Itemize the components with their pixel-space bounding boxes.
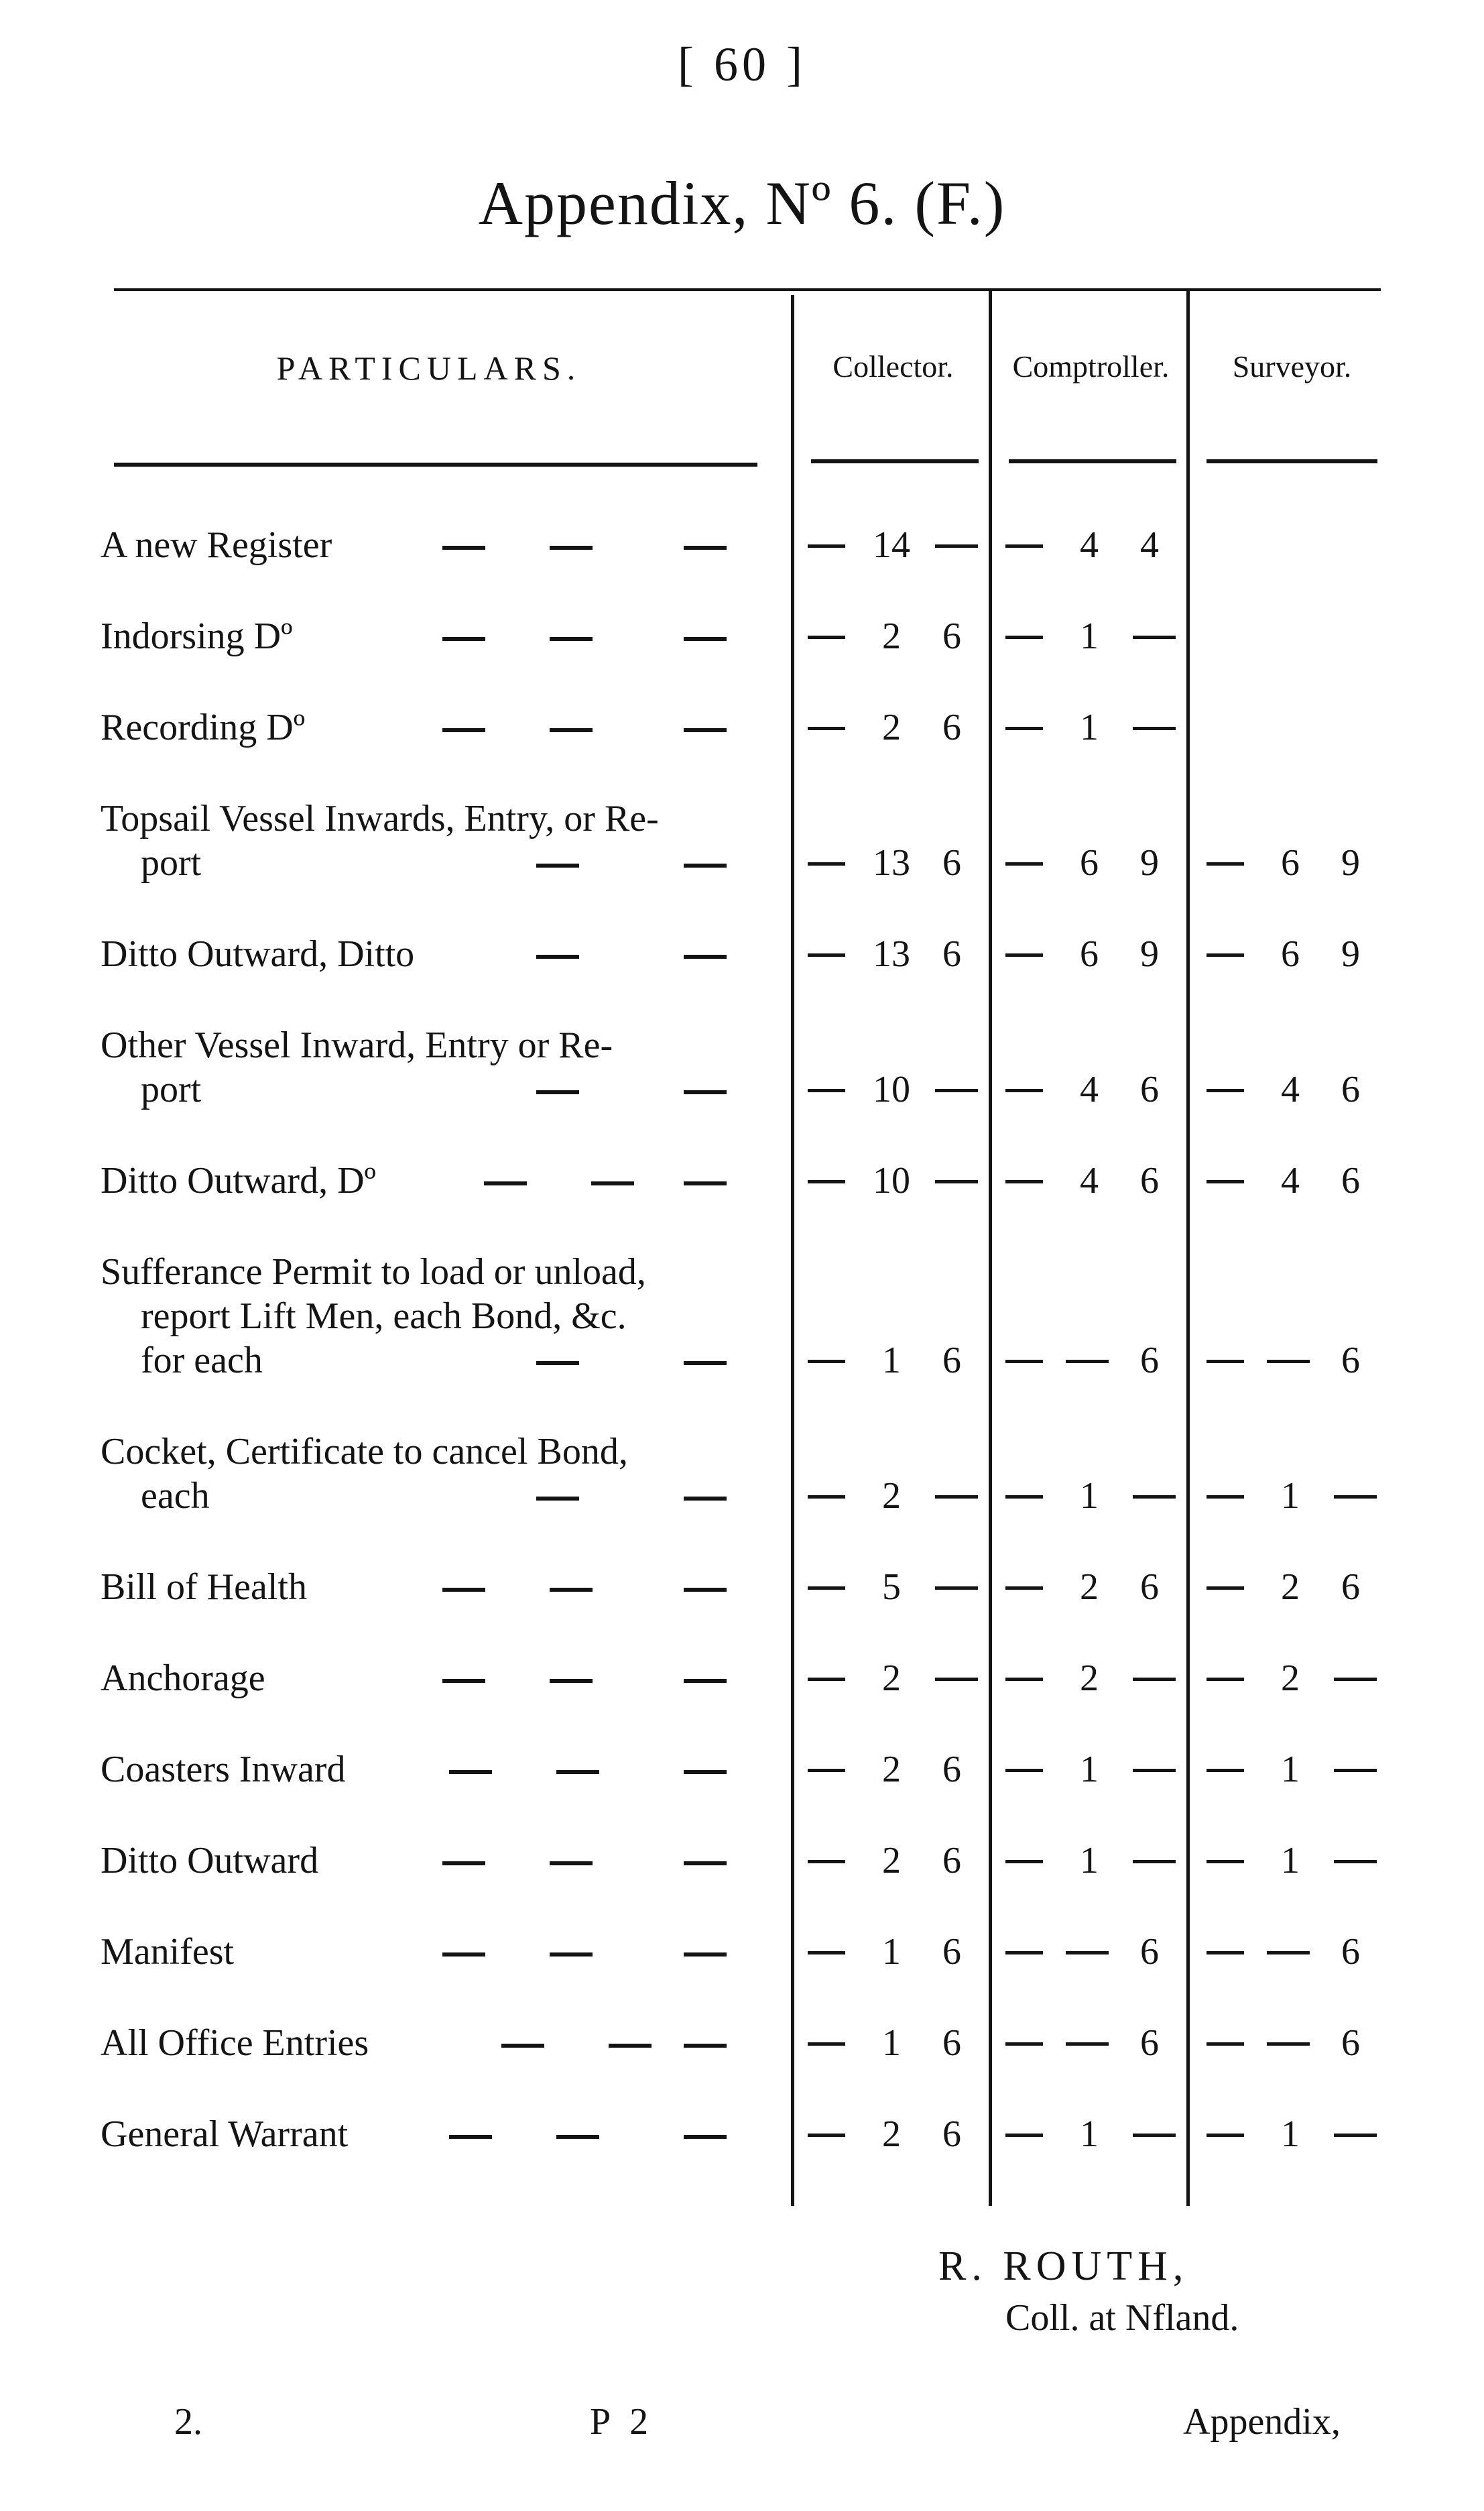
row-label [101,705,744,750]
leader-dash [550,1861,593,1865]
collector-cell [801,1656,985,1700]
collector-shillings: 10 [873,1160,910,1202]
trailing-dash [935,1495,978,1499]
leader-dash [550,1679,593,1683]
surveyor-shillings: 1 [1281,2113,1300,2155]
lead-dash [1005,862,1043,866]
comptroller-cell [999,1565,1183,1609]
comptroller-cell [999,614,1183,658]
leader-dash [484,1181,527,1185]
row-label-line: A new Register [101,524,332,566]
surveyor-pence: 6 [1341,1931,1360,1973]
lead-dash [1005,953,1043,957]
comptroller-cell [999,1067,1183,1112]
collector-cell [801,1838,985,1883]
lead-dash [1207,2134,1244,2137]
lead-dash [1005,1360,1043,1363]
leader-dash [684,1952,727,1957]
lead-dash [808,1678,845,1681]
collector-shillings: 2 [882,1475,901,1517]
comptroller-cell [999,1838,1183,1883]
lead-dash [808,2042,845,2046]
leader-dash [684,1679,727,1683]
collector-cell [801,1338,985,1383]
surveyor-cell [1200,1656,1384,1700]
comptroller-shillings: 1 [1080,1475,1099,1517]
lead-dash [1005,1089,1043,1092]
blank-dash [1267,2042,1310,2046]
comptroller-shillings: 1 [1080,1840,1099,1881]
comptroller-pence: 6 [1140,1069,1159,1110]
collector-shillings: 2 [882,1657,901,1699]
comptroller-cell [999,2021,1183,2065]
collector-shillings: 1 [882,2022,901,2064]
trailing-dash [1133,1678,1176,1681]
row-label-line: report Lift Men, each Bond, &c. [141,1295,627,1337]
trailing-dash [935,1089,978,1092]
surveyor-cell [1200,1930,1384,1974]
row-label-line: Anchorage [101,1657,265,1699]
leader-dashes [389,546,751,550]
collector-pence: 6 [942,2113,961,2155]
comptroller-pence: 9 [1140,933,1159,975]
surveyor-pence: 6 [1341,1340,1360,1381]
leader-dash [684,1588,727,1592]
leader-dash [684,1090,727,1094]
collector-cell [801,932,985,976]
row-label [101,797,744,885]
lead-dash [808,1495,845,1499]
row-label [101,614,744,658]
footer-catchword: Appendix, [1183,2401,1341,2443]
leader-dashes [389,2044,751,2048]
collector-pence: 6 [942,2022,961,2064]
leader-dash [591,1181,634,1185]
header-underline-collector [811,459,979,463]
row-label [101,1159,744,1203]
comptroller-shillings: 1 [1080,2113,1099,2155]
leader-dash [536,1497,579,1501]
leader-dash [684,1361,727,1365]
row-label [101,932,744,976]
lead-dash [1207,1586,1244,1590]
lead-dash [1005,2042,1043,2046]
lead-dash [1005,1495,1043,1499]
surveyor-cell [1200,932,1384,976]
lead-dash [1005,1586,1043,1590]
collector-shillings: 1 [882,1931,901,1973]
trailing-dash [935,544,978,548]
collector-cell [801,2021,985,2065]
comptroller-shillings: 4 [1080,1069,1099,1110]
leader-dash [684,864,727,868]
row-label-line: Coasters Inward [101,1749,346,1790]
lead-dash [808,1769,845,1772]
leader-dash [684,2135,727,2139]
comptroller-cell [999,1338,1183,1383]
lead-dash [1005,544,1043,548]
collector-cell [801,523,985,567]
comptroller-cell [999,705,1183,750]
collector-cell [801,841,985,885]
leader-dashes [389,728,751,732]
header-underline-particulars [114,463,757,467]
comptroller-shillings: 6 [1080,842,1099,884]
collector-pence: 6 [942,1340,961,1381]
footer-page-signature: P 2 [590,2401,654,2443]
row-label [101,2112,744,2156]
leader-dash [550,1588,593,1592]
leader-dashes [389,1090,751,1094]
collector-pence: 6 [942,933,961,975]
surveyor-shillings: 2 [1281,1657,1300,1699]
leader-dashes [389,864,751,868]
collector-pence: 6 [942,616,961,657]
surveyor-shillings: 4 [1281,1069,1300,1110]
lead-dash [808,1951,845,1954]
lead-dash [808,862,845,866]
row-label-line: Ditto Outward [101,1840,319,1881]
trailing-dash [1334,1678,1377,1681]
surveyor-shillings: 1 [1281,1475,1300,1517]
collector-cell [801,1930,985,1974]
leader-dashes [389,637,751,641]
surveyor-pence: 6 [1341,2022,1360,2064]
collector-cell [801,1067,985,1112]
row-label-line: port [141,1069,202,1110]
trailing-dash [1133,636,1176,639]
leader-dash [536,1090,579,1094]
row-label [101,1838,744,1883]
lead-dash [1005,1180,1043,1183]
collector-shillings: 2 [882,2113,901,2155]
lead-dash [808,727,845,730]
row-label-line: Ditto Outward, Dº [101,1160,376,1202]
collector-cell [801,2112,985,2156]
header-comptroller: Comptroller. [1012,349,1170,384]
surveyor-pence: 9 [1341,933,1360,975]
row-label-line: Indorsing Dº [101,616,293,657]
blank-dash [1267,1951,1310,1954]
leader-dashes [389,1588,751,1592]
collector-pence: 6 [942,1749,961,1790]
surveyor-pence: 6 [1341,1069,1360,1110]
row-label [101,1930,744,1974]
leader-dash [536,864,579,868]
header-surveyor: Surveyor. [1232,349,1352,384]
collector-pence: 6 [942,1840,961,1881]
leader-dashes [389,1770,751,1774]
row-label-line: for each [141,1340,263,1381]
lead-dash [808,1089,845,1092]
surveyor-shillings: 6 [1281,842,1300,884]
surveyor-shillings: 6 [1281,933,1300,975]
leader-dash [550,637,593,641]
comptroller-cell [999,2112,1183,2156]
lead-dash [1005,1769,1043,1772]
trailing-dash [1334,1495,1377,1499]
leader-dash [449,2135,492,2139]
surveyor-cell [1200,1565,1384,1609]
comptroller-cell [999,1474,1183,1518]
top-rule [114,288,1381,291]
leader-dash [550,1952,593,1957]
leader-dash [684,2044,727,2048]
blank-dash [1267,1360,1310,1363]
lead-dash [808,636,845,639]
leader-dash [442,1861,485,1865]
comptroller-shillings: 2 [1080,1657,1099,1699]
surveyor-pence: 9 [1341,842,1360,884]
surveyor-pence: 6 [1341,1160,1360,1202]
comptroller-shillings: 2 [1080,1566,1099,1608]
leader-dash [684,1497,727,1501]
surveyor-cell [1200,841,1384,885]
collector-shillings: 10 [873,1069,910,1110]
surveyor-cell [1200,1747,1384,1792]
signature-name: R. ROUTH, [938,2243,1189,2289]
lead-dash [1207,1860,1244,1863]
page-number: [ 60 ] [678,38,806,91]
leader-dash [684,955,727,959]
collector-cell [801,705,985,750]
row-label [101,2021,744,2065]
lead-dash [1207,1495,1244,1499]
lead-dash [808,544,845,548]
page-title: Appendix, Nº 6. (F.) [478,169,1006,237]
lead-dash [1207,1180,1244,1183]
lead-dash [1005,727,1043,730]
row-label-line: Cocket, Certificate to cancel Bond, [101,1431,628,1472]
header-particulars: PARTICULARS. [276,349,582,387]
leader-dash [684,1861,727,1865]
collector-pence: 6 [942,707,961,748]
leader-dashes [389,1952,751,1957]
lead-dash [1207,1089,1244,1092]
lead-dash [808,1360,845,1363]
leader-dashes [389,1679,751,1683]
comptroller-pence: 6 [1140,2022,1159,2064]
leader-dash [609,2044,652,2048]
row-label [101,1429,744,1518]
column-divider-left [791,295,794,2206]
trailing-dash [935,1678,978,1681]
comptroller-pence: 6 [1140,1566,1159,1608]
trailing-dash [1133,1860,1176,1863]
leader-dash [536,1361,579,1365]
collector-shillings: 2 [882,1840,901,1881]
surveyor-cell [1200,2021,1384,2065]
row-label [101,1747,744,1792]
leader-dashes [389,1861,751,1865]
row-label [101,1565,744,1609]
lead-dash [1005,1678,1043,1681]
comptroller-shillings: 4 [1080,524,1099,566]
trailing-dash [1133,1769,1176,1772]
collector-cell [801,614,985,658]
leader-dash [501,2044,544,2048]
collector-cell [801,1565,985,1609]
lead-dash [808,1586,845,1590]
collector-cell [801,1474,985,1518]
trailing-dash [1133,727,1176,730]
lead-dash [1207,862,1244,866]
blank-dash [1066,1951,1109,1954]
trailing-dash [1334,1769,1377,1772]
leader-dashes [389,955,751,959]
lead-dash [808,2134,845,2137]
signature-title: Coll. at Nfland. [1005,2297,1239,2339]
header-underline-surveyor [1207,459,1377,463]
leader-dash [684,637,727,641]
collector-pence: 6 [942,1931,961,1973]
collector-shillings: 13 [873,933,910,975]
header-underline-comptroller [1009,459,1176,463]
surveyor-cell [1200,2112,1384,2156]
leader-dashes [389,2135,751,2139]
row-label-line: Manifest [101,1931,235,1973]
surveyor-shillings: 1 [1281,1840,1300,1881]
row-label-line: Other Vessel Inward, Entry or Re- [101,1025,613,1066]
header-collector: Collector. [832,349,954,384]
comptroller-cell [999,1159,1183,1203]
comptroller-cell [999,523,1183,567]
lead-dash [808,953,845,957]
leader-dash [550,546,593,550]
surveyor-cell [1200,1338,1384,1383]
blank-dash [1066,2042,1109,2046]
comptroller-shillings: 1 [1080,616,1099,657]
lead-dash [1207,1951,1244,1954]
lead-dash [1005,2134,1043,2137]
trailing-dash [935,1586,978,1590]
leader-dashes [389,1497,751,1501]
collector-shillings: 2 [882,616,901,657]
trailing-dash [1334,2134,1377,2137]
comptroller-pence: 9 [1140,842,1159,884]
surveyor-cell [1200,1159,1384,1203]
leader-dash [442,1588,485,1592]
row-label [101,523,744,567]
leader-dash [684,546,727,550]
leader-dash [442,728,485,732]
comptroller-cell [999,932,1183,976]
leader-dash [442,1952,485,1957]
row-label [101,1023,744,1112]
comptroller-shillings: 1 [1080,707,1099,748]
row-label [101,1656,744,1700]
leader-dash [684,1770,727,1774]
comptroller-cell [999,1656,1183,1700]
blank-dash [1066,1360,1109,1363]
trailing-dash [1133,1495,1176,1499]
comptroller-cell [999,1747,1183,1792]
lead-dash [1005,636,1043,639]
surveyor-cell [1200,1067,1384,1112]
footer-signature-mark: 2. [174,2401,202,2443]
lead-dash [1207,2042,1244,2046]
column-divider-right [1186,288,1190,2206]
surveyor-pence: 6 [1341,1566,1360,1608]
leader-dash [536,955,579,959]
row-label-line: port [141,842,202,884]
leader-dash [556,2135,599,2139]
collector-shillings: 14 [873,524,910,566]
row-label-line: Topsail Vessel Inwards, Entry, or Re- [101,798,659,839]
comptroller-pence: 6 [1140,1160,1159,1202]
comptroller-cell [999,1930,1183,1974]
trailing-dash [1133,2134,1176,2137]
row-label-line: each [141,1475,210,1517]
leader-dash [556,1770,599,1774]
comptroller-cell [999,841,1183,885]
lead-dash [1207,1769,1244,1772]
lead-dash [1207,1360,1244,1363]
lead-dash [1005,1860,1043,1863]
collector-shillings: 5 [882,1566,901,1608]
collector-cell [801,1747,985,1792]
collector-shillings: 2 [882,1749,901,1790]
leader-dash [684,728,727,732]
collector-pence: 6 [942,842,961,884]
surveyor-shillings: 4 [1281,1160,1300,1202]
leader-dash [442,1679,485,1683]
trailing-dash [1334,1860,1377,1863]
leader-dash [550,728,593,732]
column-divider-middle [989,288,992,2206]
comptroller-pence: 6 [1140,1931,1159,1973]
collector-cell [801,1159,985,1203]
lead-dash [1207,953,1244,957]
row-label-line: General Warrant [101,2113,349,2155]
leader-dash [442,546,485,550]
lead-dash [808,1180,845,1183]
leader-dashes [389,1181,751,1185]
row-label-line: All Office Entries [101,2022,369,2064]
surveyor-shillings: 1 [1281,1749,1300,1790]
comptroller-shillings: 4 [1080,1160,1099,1202]
row-label-line: Bill of Health [101,1566,307,1608]
comptroller-shillings: 6 [1080,933,1099,975]
comptroller-pence: 6 [1140,1340,1159,1381]
collector-shillings: 13 [873,842,910,884]
leader-dashes [389,1361,751,1365]
surveyor-cell [1200,1838,1384,1883]
comptroller-pence: 4 [1140,524,1159,566]
row-label-line: Recording Dº [101,707,306,748]
collector-shillings: 2 [882,707,901,748]
lead-dash [808,1860,845,1863]
comptroller-shillings: 1 [1080,1749,1099,1790]
leader-dash [684,1181,727,1185]
leader-dash [442,637,485,641]
lead-dash [1005,1951,1043,1954]
trailing-dash [935,1180,978,1183]
collector-shillings: 1 [882,1340,901,1381]
lead-dash [1207,1678,1244,1681]
surveyor-cell [1200,1474,1384,1518]
row-label-line: Sufferance Permit to load or unload, [101,1251,646,1293]
row-label-line: Ditto Outward, Ditto [101,933,415,975]
surveyor-shillings: 2 [1281,1566,1300,1608]
leader-dash [449,1770,492,1774]
